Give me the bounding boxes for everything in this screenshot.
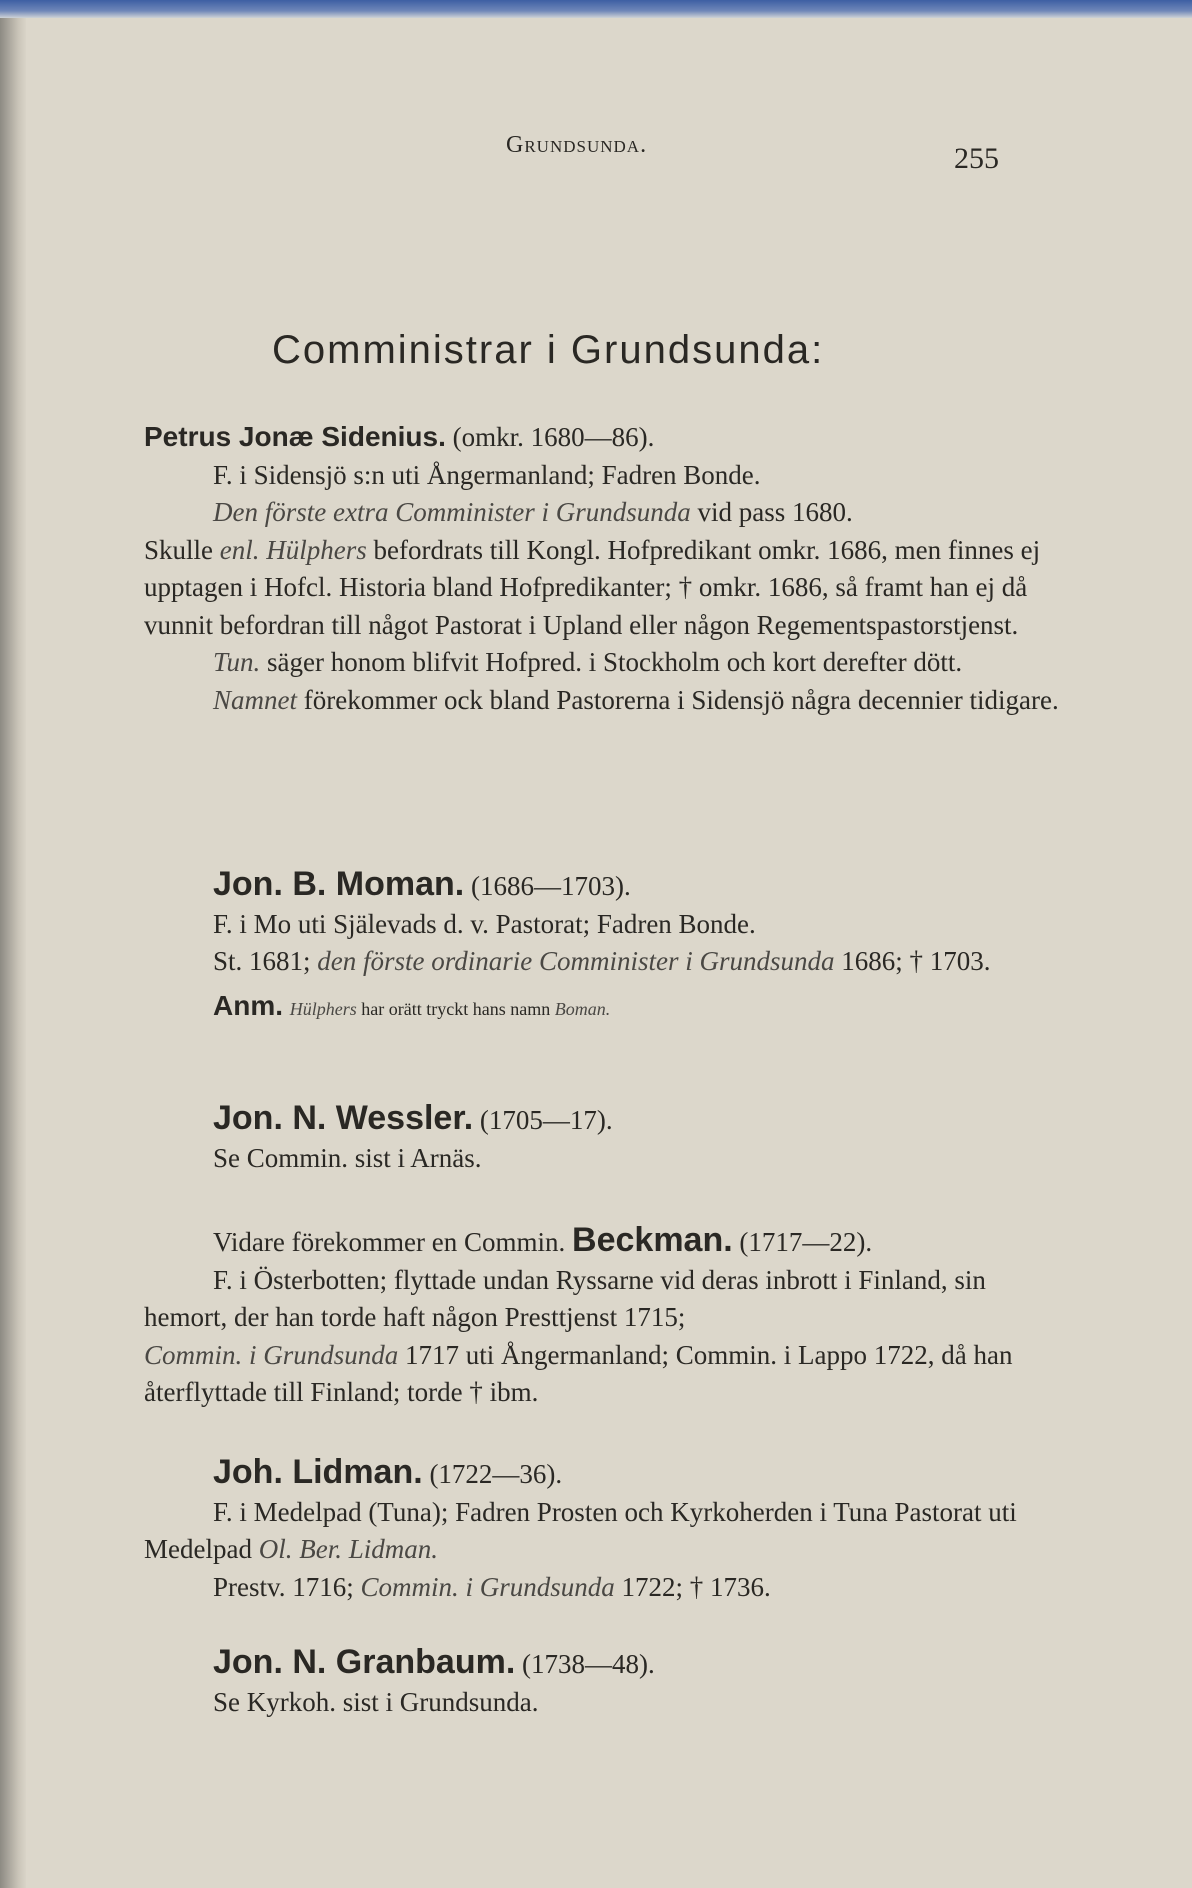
running-head: Grundsunda. [506, 132, 648, 158]
text-run: 1686; † 1703. [834, 946, 991, 976]
italic-text: den förste ordinarie Comminister i Grundsunda [317, 946, 835, 976]
entry-text [144, 494, 1074, 532]
italic-text: Ol. Ber. Lidman. [258, 1534, 438, 1564]
entry-name: Jon. N. Granbaum. [213, 1643, 516, 1681]
text-run: St. 1681; [213, 946, 318, 976]
italic-text: Den förste extra Comminister i Grundsunda [213, 497, 691, 527]
entry-name: Jon. N. Wessler. [213, 1099, 474, 1137]
entry-text [144, 1569, 1074, 1607]
entry-heading [144, 1454, 1074, 1494]
entry-text [144, 682, 1074, 720]
italic-text: Hülphers [289, 998, 357, 1019]
italic-text: Boman. [554, 998, 611, 1019]
italic-text: enl. Hülphers [219, 534, 367, 565]
entry-text [144, 644, 1074, 682]
text-run: har orätt tryckt hans namn [356, 998, 555, 1019]
entry-text: F. i Mo uti Själevads d. v. Pastorat; Fadren Bonde. [213, 908, 756, 939]
italic-text: Commin. i Grundsunda [360, 1571, 615, 1602]
italic-text: Tun. [213, 647, 261, 677]
entry-text [144, 532, 1074, 645]
entry-text [144, 1494, 1074, 1569]
entry-name: Petrus Jonæ Sidenius. [144, 421, 446, 452]
entry-heading [144, 418, 1074, 457]
text-run: Skulle [144, 534, 220, 565]
entry-dates: (1738—48). [515, 1649, 655, 1679]
entry-heading [144, 1644, 1074, 1684]
text-run: Prestv. 1716; [213, 1571, 361, 1602]
text-run: säger honom blifvit Hofpred. i Stockholm och kort derefter dött. [260, 647, 963, 677]
entry-name: Beckman. [572, 1221, 733, 1259]
text-run: 1722; † 1736. [614, 1571, 771, 1602]
entry-intro: Vidare förekommer en Commin. [213, 1227, 573, 1257]
entry-dates: (1686—1703). [464, 871, 631, 901]
entry-wessler [144, 1100, 1074, 1177]
entry-text: Se Commin. sist i Arnäs. [213, 1142, 482, 1173]
text-run: vid pass 1680. [690, 497, 853, 527]
entry-heading [144, 1222, 1074, 1262]
entry-dates: (1705—17). [473, 1105, 613, 1135]
entry-sidenius [144, 418, 1074, 719]
book-page [26, 18, 1192, 1888]
entry-text [144, 1337, 1074, 1412]
entry-text: F. i Österbotten; flyttade undan Ryssarne vid deras inbrott i Finland, sin hemort, der han torde haft någon Presttjenst 1715; [144, 1264, 986, 1332]
entry-moman [144, 866, 1074, 1028]
page-number: 255 [954, 142, 999, 175]
entry-dates: (omkr. 1680—86). [445, 422, 655, 452]
entry-lidman [144, 1454, 1074, 1606]
entry-heading [144, 1100, 1074, 1140]
scan-edge-left [0, 18, 26, 1888]
page-header [26, 124, 1192, 175]
entry-dates: (1717—22). [732, 1227, 873, 1257]
italic-text: Namnet [213, 684, 297, 715]
section-title: Comministrar i Grundsunda: [272, 328, 825, 372]
entry-heading [144, 866, 1074, 906]
entry-name: Jon. B. Moman. [213, 865, 465, 903]
entry-granbaum [144, 1644, 1074, 1721]
entry-name: Joh. Lidman. [213, 1453, 423, 1491]
text-run: förekommer ock bland Pastorerna i Sidensjö några decennier tidigare. [297, 684, 1059, 715]
annotation-label: Anm. [213, 989, 283, 1021]
scan-edge-top [0, 0, 1192, 18]
entry-beckman [144, 1222, 1074, 1412]
annotation [144, 987, 1074, 1029]
text-run: F. i Medelpad (Tuna); Fadren Prosten och Kyrkoherden i Tuna Pastorat uti Medelpad [144, 1496, 1017, 1564]
entry-dates: (1722—36). [422, 1459, 563, 1489]
entry-text: F. i Sidensjö s:n uti Ångermanland; Fadren Bonde. [213, 459, 761, 490]
italic-text: Commin. i Grundsunda [144, 1339, 399, 1370]
entry-text [144, 943, 1074, 981]
entry-text: Se Kyrkoh. sist i Grundsunda. [213, 1686, 539, 1717]
text-run: befordrats till Kongl. Hofpredikant omkr. 1686, men finnes ej upptagen i Hofcl. Historia bland Hofpredikanter; † omkr. 1686, så framt han ej då vunnit befordran till något Pastorat i Upland eller någon Regementspastorstjenst. [144, 534, 1041, 640]
text-run: 1717 uti Ångermanland; Commin. i Lappo 1722, då han återflyttade till Finland; torde † ibm. [144, 1339, 1013, 1407]
